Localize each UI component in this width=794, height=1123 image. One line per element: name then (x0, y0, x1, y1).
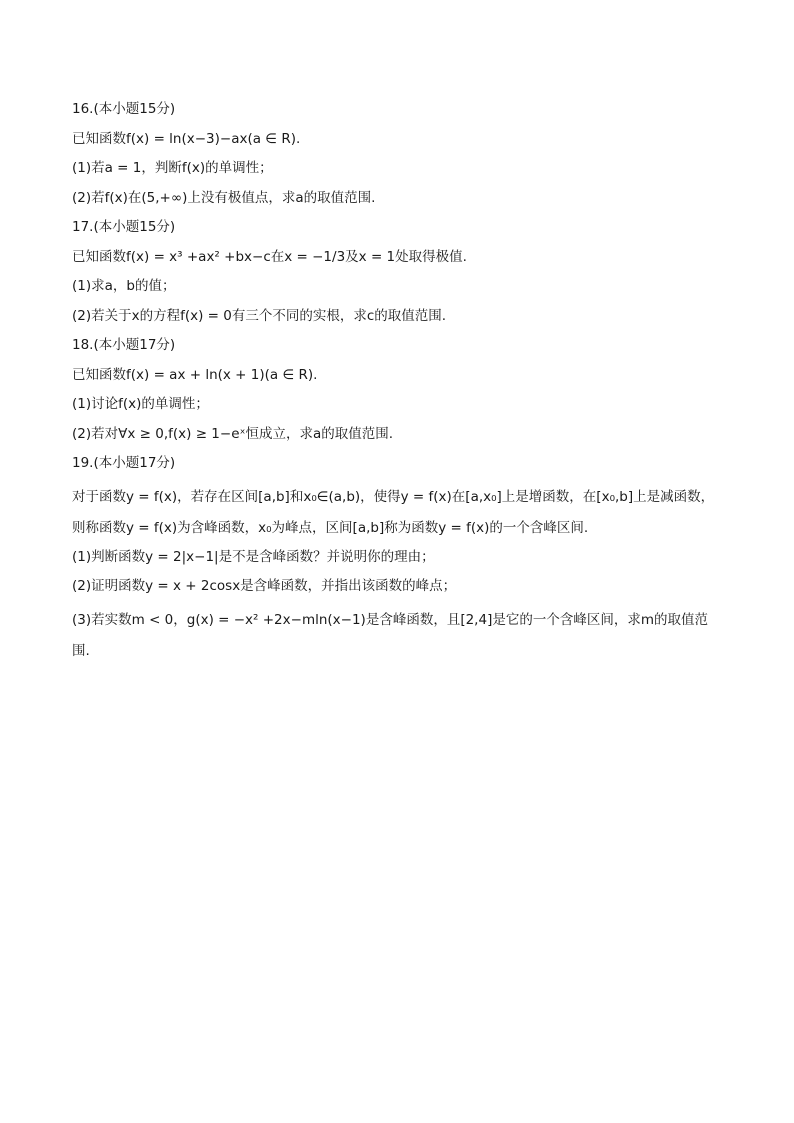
problem-17-title: 17.(本小题15分) (72, 219, 176, 235)
problem-19-part-3: (3)若实数m < 0，g(x) = −x² +2x−mln(x−1)是含峰函数，且[2,4]是它的一个含峰区间，求m的取值范围. (72, 611, 708, 659)
problem-17-statement: 已知函数f(x) = x³ +ax² +bx−c在x = −1/3及x = 1处取得极值. (72, 248, 467, 265)
problem-18-part-2: (2)若对∀x ≥ 0,f(x) ≥ 1−eˣ恒成立，求a的取值范围. (72, 425, 394, 442)
problem-16-part-2: (2)若f(x)在(5,+∞)上没有极值点，求a的取值范围. (72, 189, 376, 206)
problem-19-title: 19.(本小题17分) (72, 455, 176, 471)
problem-16-title: 16.(本小题15分) (72, 101, 176, 117)
problem-list (72, 98, 722, 667)
problem-18-statement: 已知函数f(x) = ax + ln(x + 1)(a ∈ R). (72, 366, 318, 383)
problem-19-part-1: (1)判断函数y = 2|x−1|是不是含峰函数？并说明你的理由； (72, 548, 435, 565)
problem-19-statement: 对于函数y = f(x)，若存在区间[a,b]和x₀∈(a,b)，使得y = f(x)在[a,x₀]上是增函数，在[x₀,b]上是减函数，则称函数y = f(x)为含峰函数，x₀为峰点，区间[a,b]称为函数y = f(x)的一个含峰区间. (72, 488, 715, 536)
problem-19-part-2: (2)证明函数y = x + 2cosx是含峰函数，并指出该函数的峰点； (72, 578, 457, 594)
problem-17-part-1: (1)求a，b的值； (72, 278, 176, 294)
problem-16-part-1: (1)若a = 1，判断f(x)的单调性； (72, 160, 273, 176)
problem-18-title: 18.(本小题17分) (72, 337, 176, 353)
problem-18-part-1: (1)讨论f(x)的单调性； (72, 396, 209, 412)
problem-17-part-2: (2)若关于x的方程f(x) = 0有三个不同的实根，求c的取值范围. (72, 307, 447, 324)
problem-16-statement: 已知函数f(x) = ln(x−3)−ax(a ∈ R). (72, 130, 301, 147)
